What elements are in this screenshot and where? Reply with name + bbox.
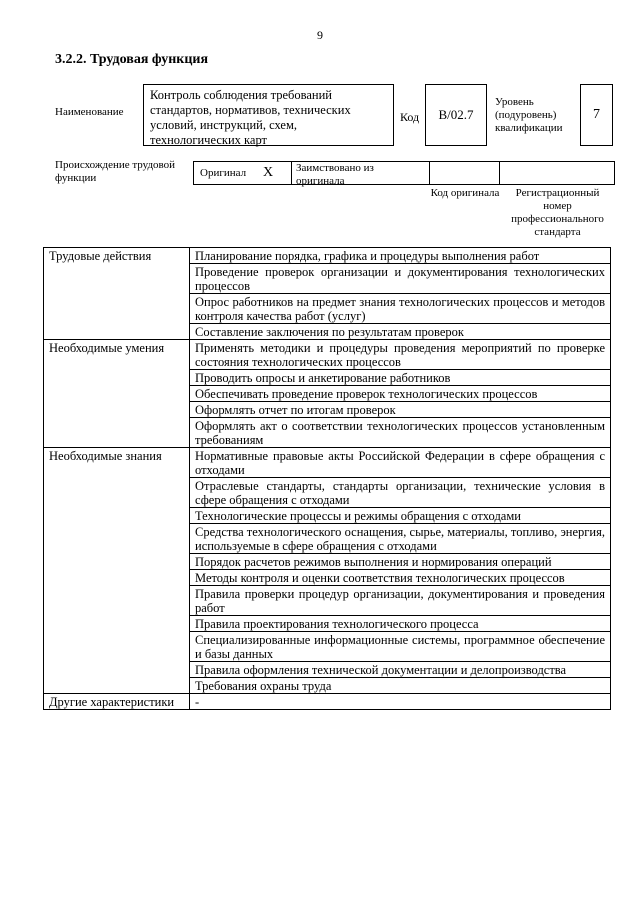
name-label: Наименование [55, 106, 124, 118]
item-cell: Проводить опросы и анкетирование работников [190, 370, 611, 386]
table-row [44, 248, 611, 264]
item-cell: Проведение проверок организации и документирования технологических процессов [190, 264, 611, 294]
item-cell: Порядок расчетов режимов выполнения и нормирования операций [190, 554, 611, 570]
level-value-box [580, 84, 613, 146]
category-cell: Необходимые знания [44, 448, 190, 694]
category-cell: Трудовые действия [44, 248, 190, 340]
name-value: Контроль соблюдения требований стандартов, нормативов, технических условий, инструкций, схем, технологических карт [150, 88, 351, 147]
code-label: Код [400, 110, 420, 124]
item-cell: Правила проектирования технологического процесса [190, 616, 611, 632]
labor-function-table [43, 247, 611, 710]
item-cell: Методы контроля и оценки соответствия технологических процессов [190, 570, 611, 586]
item-cell: Опрос работников на предмет знания технологических процессов и методов контроля качества работ (услуг) [190, 294, 611, 324]
original-cell [193, 161, 292, 185]
reg-caption: Регистрационный номер профессионального стандарта [511, 187, 604, 238]
level-label: Уровень (подуровень) квалификации [495, 96, 563, 134]
item-cell: Отраслевые стандарты, стандарты организации, технические условия в сфере обращения с отходами [190, 478, 611, 508]
name-value-box [143, 84, 394, 146]
item-cell: Специализированные информационные системы, программное обеспечение и базы данных [190, 632, 611, 662]
item-cell: Средства технологического оснащения, сырье, материалы, топливо, энергия, используемые в сфере обращения с отходами [190, 524, 611, 554]
original-code-cell [429, 161, 500, 185]
item-cell: Обеспечивать проведение проверок технологических процессов [190, 386, 611, 402]
category-cell: Необходимые умения [44, 340, 190, 448]
page-number: 9 [317, 28, 323, 42]
item-cell: Нормативные правовые акты Российской Федерации в сфере обращения с отходами [190, 448, 611, 478]
code-value-box [425, 84, 487, 146]
item-cell: Правила оформления технической документации и делопроизводства [190, 662, 611, 678]
code-value: В/02.7 [438, 107, 474, 122]
original-mark: Х [263, 165, 274, 180]
origin-label: Происхождение трудовой функции [55, 159, 176, 184]
table-row [44, 448, 611, 478]
level-value: 7 [593, 107, 600, 122]
item-cell: Оформлять отчет по итогам проверок [190, 402, 611, 418]
item-cell: Оформлять акт о соответствии технологических процессов установленным требованиям [190, 418, 611, 448]
category-cell: Другие характеристики [44, 694, 190, 710]
item-cell: Составление заключения по результатам проверок [190, 324, 611, 340]
borrowed-label: Заимствовано из оригинала [296, 162, 374, 187]
item-cell: Применять методики и процедуры проведения мероприятий по проверке состояния технологических процессов [190, 340, 611, 370]
section-title: 3.2.2. Трудовая функция [55, 52, 209, 67]
code-caption: Код оригинала [430, 187, 500, 199]
item-cell: Правила проверки процедур организации, документирования и проведения работ [190, 586, 611, 616]
item-cell: Технологические процессы и режимы обращения с отходами [190, 508, 611, 524]
item-cell: Планирование порядка, графика и процедуры выполнения работ [190, 248, 611, 264]
table-row [44, 340, 611, 370]
table-body [44, 248, 611, 710]
table-row [44, 694, 611, 710]
original-label: Оригинал [200, 167, 247, 179]
borrowed-cell [291, 161, 430, 185]
item-cell: - [190, 694, 611, 710]
registration-number-cell [499, 161, 615, 185]
item-cell: Требования охраны труда [190, 678, 611, 694]
